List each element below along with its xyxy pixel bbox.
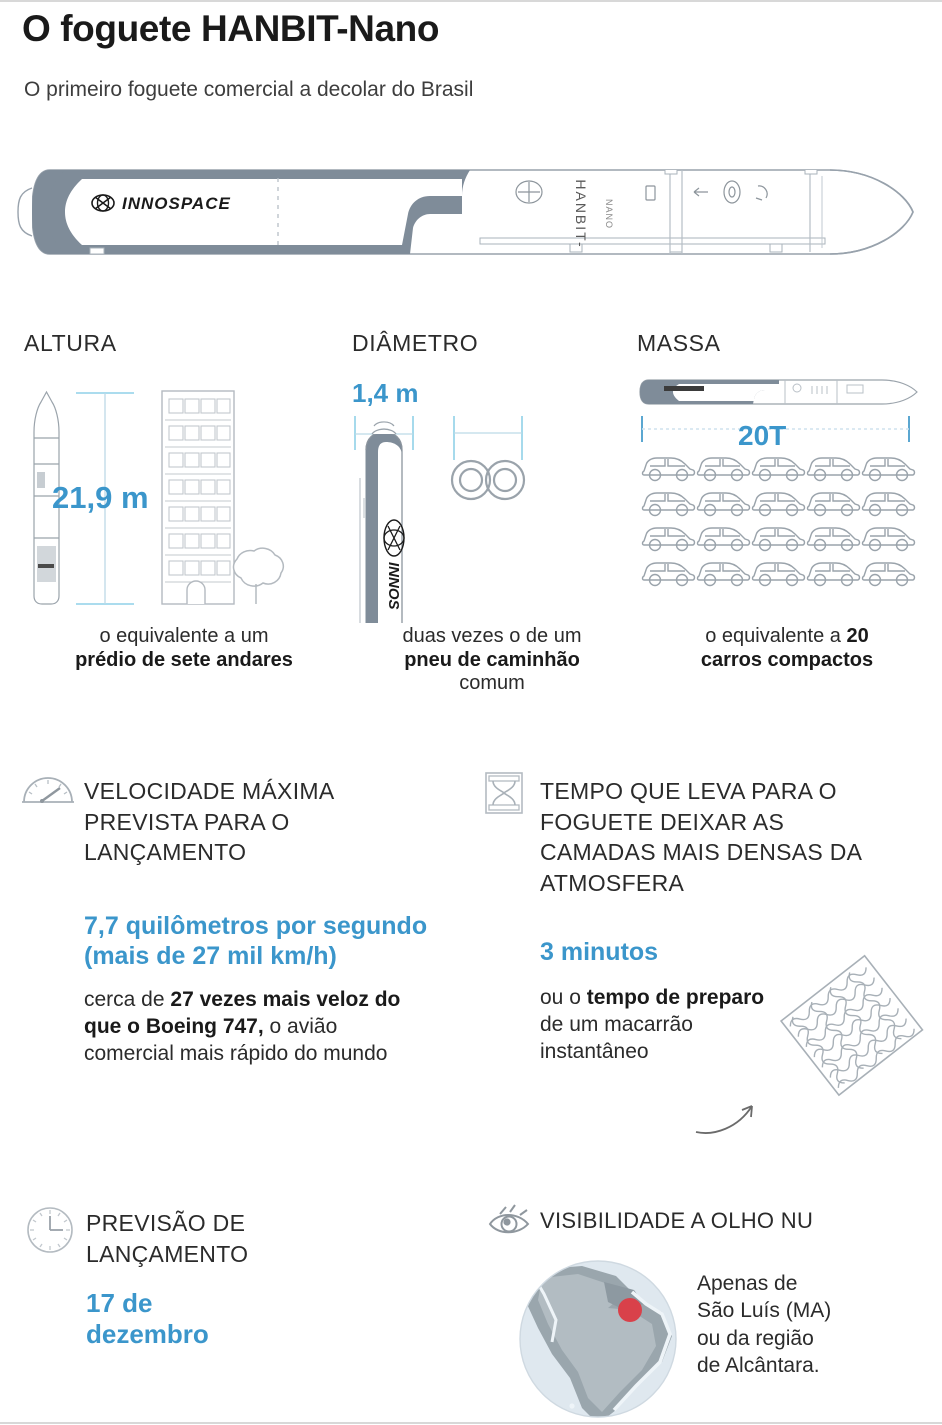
velocity-heading: VELOCIDADE MÁXIMA PREVISTA PARA O LANÇAMENTO xyxy=(84,778,334,866)
stat-heading-diametro: DIÂMETRO xyxy=(352,330,479,356)
massa-illustration xyxy=(637,368,927,623)
massa-caption-plain: o equivalente a xyxy=(705,625,847,647)
car-grid xyxy=(643,458,915,586)
diametro-value: 1,4 m xyxy=(352,378,419,408)
diametro-illustration xyxy=(350,408,590,628)
altura-caption-plain: o equivalente a um xyxy=(99,625,269,647)
launch-heading xyxy=(86,1208,366,1269)
time-desc-plain2: de um macarrão instantâneo xyxy=(540,1012,693,1063)
velocity-value-line1: 7,7 quilômetros por segundo xyxy=(84,912,428,940)
speedometer-icon xyxy=(20,770,76,815)
massa-caption-bold: 20 xyxy=(846,625,869,647)
globe-illustration xyxy=(512,1258,684,1425)
hourglass-icon xyxy=(482,770,526,821)
page-title: O foguete HANBIT-Nano xyxy=(22,8,440,49)
sao-luis-marker xyxy=(618,1298,642,1322)
visibility-desc-line4: de Alcântara. xyxy=(697,1353,820,1377)
velocity-description xyxy=(84,987,414,1068)
velocity-desc-plain1: cerca de xyxy=(84,988,171,1011)
launch-date-line2: dezembro xyxy=(86,1318,209,1349)
svg-text:HANBIT-: HANBIT- xyxy=(573,179,589,249)
velocity-value-line2: (mais de 27 mil km/h) xyxy=(84,941,337,970)
altura-caption-bold: prédio de sete andares xyxy=(75,648,293,671)
stat-heading-massa: MASSA xyxy=(637,330,721,356)
diametro-caption-bold: pneu de caminhão xyxy=(404,648,580,671)
time-description xyxy=(540,985,770,1066)
page-subtitle: O primeiro foguete comercial a decolar do Brasil xyxy=(24,78,474,101)
visibility-heading: VISIBILIDADE A OLHO NU xyxy=(540,1208,814,1233)
massa-caption-bold2: carros compactos xyxy=(700,648,874,671)
launch-date-line1: 17 de xyxy=(86,1288,153,1318)
visibility-desc-line3: ou da região xyxy=(697,1326,814,1350)
svg-text:INNOSPACE: INNOSPACE xyxy=(122,194,231,213)
velocity-desc-plain2: o avião comercial mais rápido do mundo xyxy=(84,1014,388,1065)
time-desc-bold1: tempo de preparo xyxy=(586,986,765,1009)
eye-icon xyxy=(486,1202,534,1243)
massa-value: 20T xyxy=(738,420,787,451)
clock-icon xyxy=(24,1204,76,1261)
visibility-desc-line1: Apenas de xyxy=(697,1272,798,1295)
top-divider xyxy=(0,0,942,2)
visibility-description xyxy=(697,1270,937,1379)
velocity-value xyxy=(84,912,514,971)
visibility-desc-line2: São Luís (MA) xyxy=(697,1299,832,1323)
hero-rocket-illustration xyxy=(10,152,932,272)
time-value: 3 minutos xyxy=(540,938,659,966)
velocity-desc-bold1: 27 vezes mais veloz do que o Boeing 747, xyxy=(84,988,401,1038)
altura-value: 21,9 m xyxy=(52,480,149,515)
diametro-caption-plain2: comum xyxy=(459,672,525,695)
massa-caption xyxy=(637,625,937,672)
noodle-pointer-arrow xyxy=(694,1078,804,1140)
diametro-caption-plain: duas vezes o de um xyxy=(402,625,582,647)
time-desc-plain1: ou o xyxy=(540,986,587,1009)
stat-heading-altura: ALTURA xyxy=(24,330,117,356)
diametro-caption xyxy=(342,625,642,696)
launch-date xyxy=(86,1288,286,1349)
svg-text:INNOS: INNOS xyxy=(385,562,402,610)
launch-heading-line2: LANÇAMENTO xyxy=(86,1240,249,1267)
altura-caption xyxy=(24,625,344,672)
time-heading: TEMPO QUE LEVA PARA O FOGUETE DEIXAR AS CAMADAS MAIS DENSAS DA ATMOSFERA xyxy=(540,778,862,896)
launch-heading-line1: PREVISÃO DE xyxy=(86,1210,246,1236)
svg-text:NANO: NANO xyxy=(604,198,614,230)
